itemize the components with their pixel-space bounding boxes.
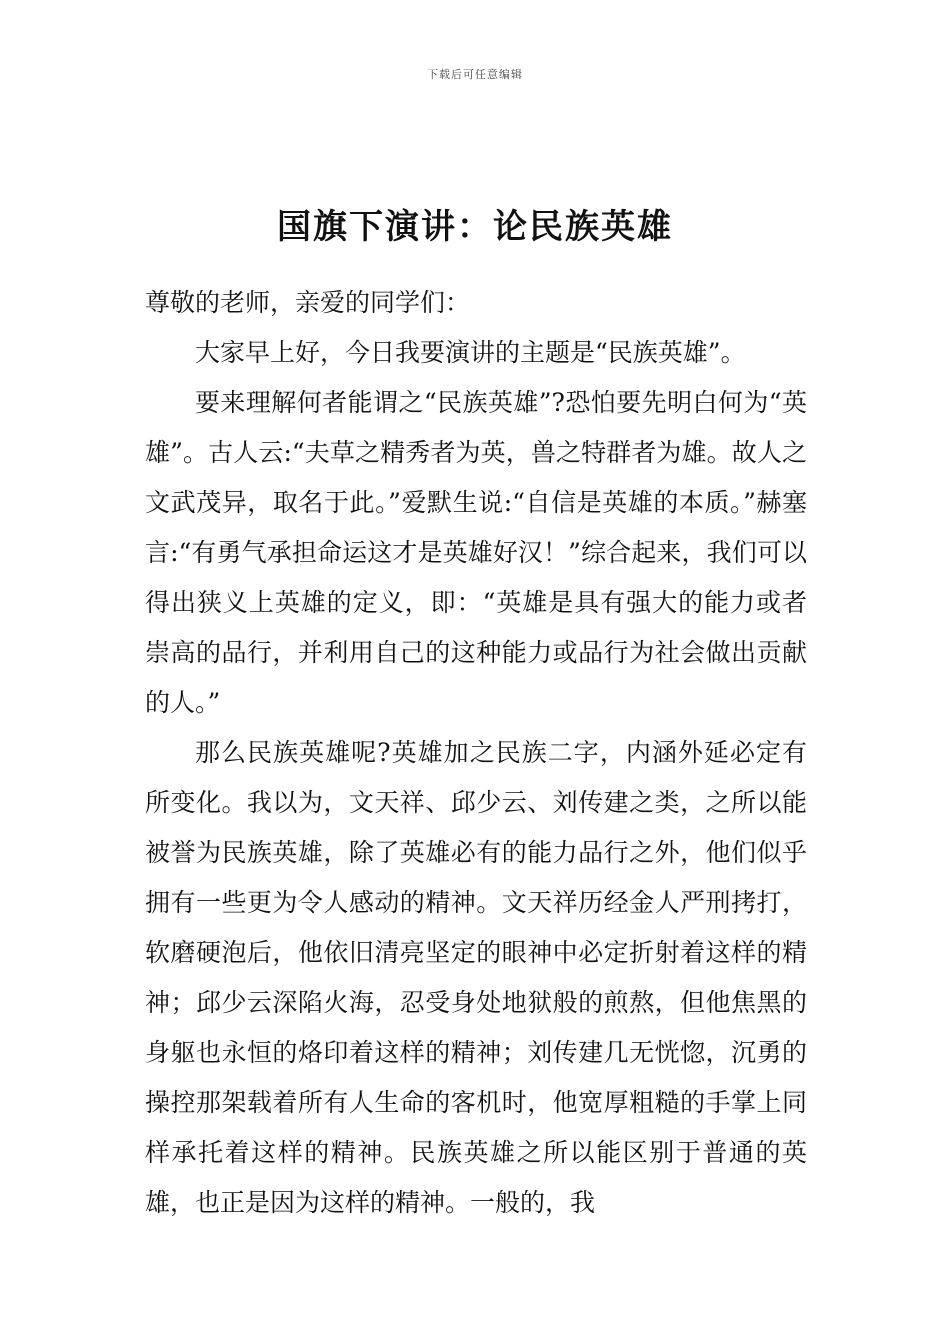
paragraph-hero-definition: 要来理解何者能谓之“民族英雄”?恐怕要先明白何为“英雄”。古人云:“夫草之精秀者为英，兽之特群者为雄。故人之文武茂异，取名于此。”爱默生说:“自信是英雄的本质。”赫塞言:“有勇气承担命运这才是英雄好汉！”综合起来，我们可以得出狭义上英雄的定义，即：“英雄是具有强大的能力或者崇高的品行，并利用自己的这种能力或品行为社会做出贡献的人。” bbox=[145, 388, 807, 717]
header-note: 下载后可任意编辑 bbox=[427, 68, 523, 81]
page-title: 国旗下演讲：论民族英雄 bbox=[277, 206, 673, 247]
paragraph-intro: 大家早上好，今日我要演讲的主题是“民族英雄”。 bbox=[195, 338, 746, 367]
paragraph-national-hero: 那么民族英雄呢?英雄加之民族二字，内涵外延必定有所变化。我以为，文天祥、邱少云、刘传建之类，之所以能被誉为民族英雄，除了英雄必有的能力品行之外，他们似乎拥有一些更为令人感动的精神。文天祥历经金人严刑拷打，软磨硬泡后，他依旧清亮坚定的眼神中必定折射着这样的精神；邱少云深陷火海，忍受身处地狱般的煎熬，但他焦黑的身躯也永恒的烙印着这样的精神；刘传建几无恍惚，沉勇的操控那架载着所有人生命的客机时，他宽厚粗糙的手掌上同样承托着这样的精神。民族英雄之所以能区别于普通的英雄，也正是因为这样的精神。一般的，我 bbox=[145, 738, 807, 1217]
document-body bbox=[145, 278, 807, 1228]
greeting-line: 尊敬的老师，亲爱的同学们： bbox=[145, 288, 471, 317]
